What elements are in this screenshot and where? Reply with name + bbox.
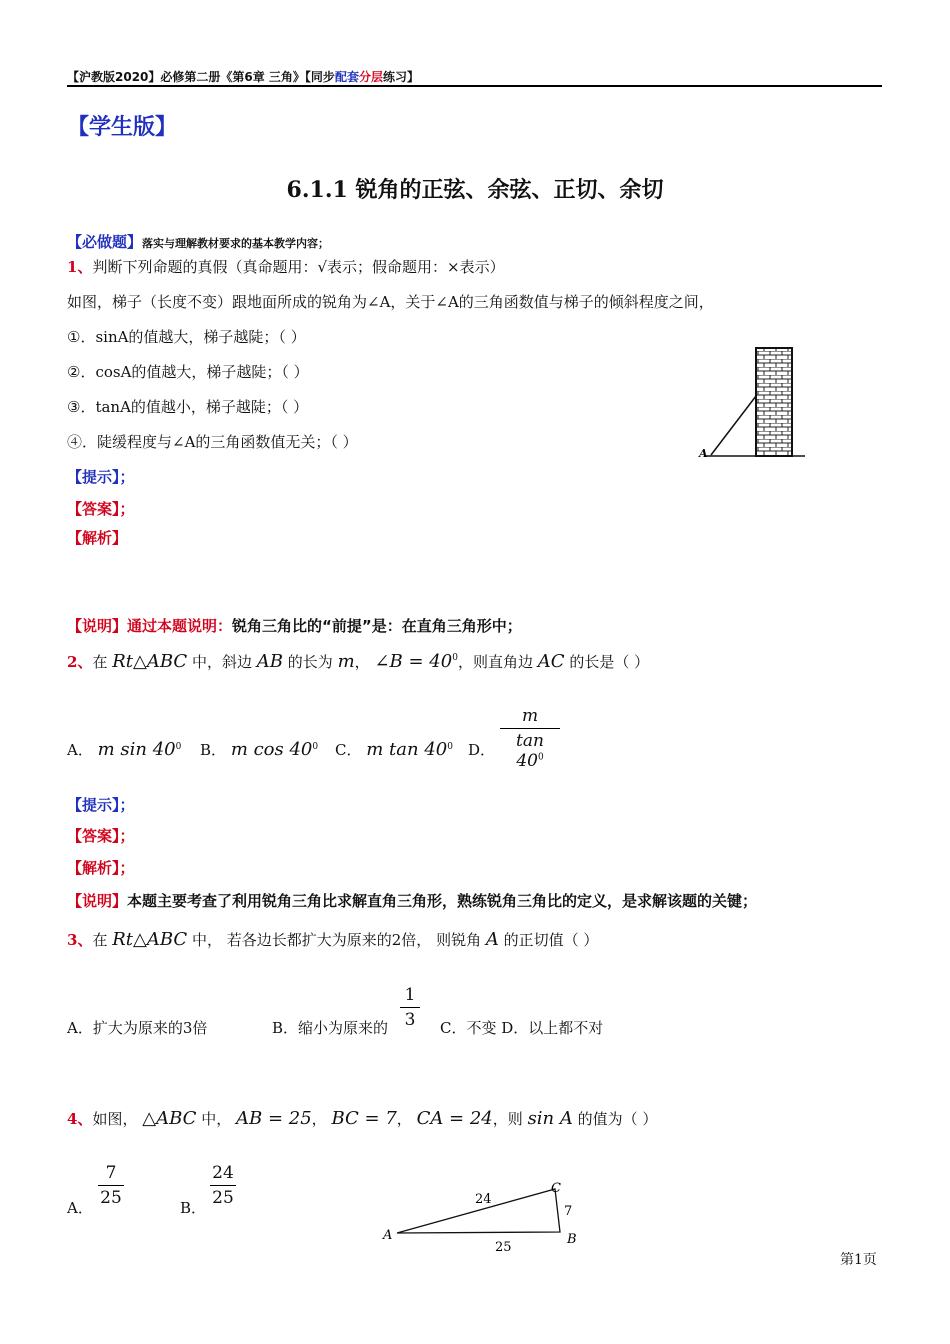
q2-text-1: 在	[92, 653, 108, 671]
q2-note-tag: 【说明】	[67, 892, 128, 910]
q1-stem-text: 判断下列命题的真假（真命题用：√表示；假命题用：×表示）	[92, 258, 505, 276]
side-ca-label: 24	[475, 1192, 492, 1207]
q2-text-4: ，则直角边	[457, 653, 533, 671]
angle-label-a: A	[699, 447, 708, 460]
q2-option-d-denominator	[500, 731, 560, 771]
q1-number: 1、	[67, 258, 93, 276]
q3-option-b: B．缩小为原来的	[272, 1019, 389, 1037]
q3-stem	[67, 929, 598, 950]
ladder-wall-figure	[695, 343, 810, 463]
q1-note-tag: 【说明】	[67, 617, 128, 635]
q4-ab: AB = 25	[236, 1108, 312, 1129]
q3-text-1: 在	[92, 931, 108, 949]
q2-option-b	[200, 739, 318, 760]
running-header	[67, 68, 419, 85]
q4-text-3: ，则	[492, 1110, 523, 1128]
q2-option-d-numerator: m	[521, 706, 539, 726]
q2-note	[67, 890, 757, 911]
fraction-bar	[210, 1185, 236, 1186]
q1-note-red: 通过本题说明：	[127, 617, 233, 635]
q2-hint: 【提示】；	[67, 796, 135, 814]
brick-wall	[756, 348, 792, 456]
q2-text-5: 的长是（ ）	[569, 653, 650, 671]
vertex-b-label: B	[567, 1232, 577, 1247]
q1-item-1: ①．sinA的值越大，梯子越陡；（ ）	[67, 328, 306, 346]
q2-answer: 【答案】；	[67, 827, 135, 845]
q4-a-denominator: 25	[100, 1188, 122, 1208]
q2-comma: ，	[354, 653, 370, 671]
q3-a: A	[485, 929, 499, 950]
q3-number: 3、	[67, 931, 93, 949]
vertex-a-label: A	[383, 1228, 393, 1243]
q2-triangle: Rt△ABC	[112, 651, 188, 672]
q4-number: 4、	[67, 1110, 93, 1128]
q3-fraction-numerator: 1	[404, 985, 416, 1005]
q1-stem	[67, 256, 505, 277]
header-text: 【沪教版2020】必修第二册《第6章 三角》【同步	[67, 70, 335, 84]
q2-note-text: 本题主要考查了利用锐角三角比求解直角三角形，熟练锐角三角比的定义，是求解该题的关键；	[127, 892, 758, 910]
q2-number: 2、	[67, 653, 93, 671]
q2-stem	[67, 651, 649, 672]
q2-ab: AB	[256, 651, 284, 672]
q2-option-c-expr: m tan 40	[366, 739, 448, 760]
q4-ca: CA = 24	[416, 1108, 493, 1129]
q1-item-4: ④．陡缓程度与∠A的三角函数值无关；（ ）	[67, 433, 358, 451]
page-title: 6.1.1 锐角的正弦、余弦、正切、余切	[286, 177, 664, 203]
q2-option-a	[67, 739, 181, 760]
side-bc-label: 7	[564, 1204, 573, 1219]
q2-option-b-label: B．	[200, 741, 227, 759]
q2-analysis: 【解析】；	[67, 859, 135, 877]
q4-sin-a: sin A	[527, 1108, 573, 1129]
page-number: 第1页	[840, 1252, 877, 1268]
q2-text-2: 中，斜边	[191, 653, 252, 671]
q4-stem	[67, 1108, 657, 1129]
q3-text-2: 中， 若各边长都扩大为原来的2倍， 则锐角	[191, 931, 482, 949]
q1-item-3: ③．tanA的值越小，梯子越陡；（ ）	[67, 398, 309, 416]
q2-angle-b-text: ∠B = 40	[374, 651, 453, 672]
q3-fraction-denominator: 3	[404, 1010, 416, 1030]
q2-option-d-sup: 0	[537, 752, 544, 763]
fraction-bar	[500, 728, 560, 729]
q1-note-text: 锐角三角比的“前提”是：在直角三角形中；	[232, 617, 522, 635]
fraction-bar	[400, 1007, 420, 1008]
q2-option-d-fraction	[500, 706, 560, 771]
q2-option-b-expr: m cos 40	[230, 739, 313, 760]
q2-option-a-label: A．	[67, 741, 93, 759]
must-do-tag: 【必做题】	[67, 233, 143, 251]
must-do-line	[67, 231, 329, 252]
header-highlight-blue: 配套	[334, 70, 359, 84]
q1-note	[67, 615, 522, 636]
q4-bc: BC = 7	[331, 1108, 397, 1129]
q2-option-c-sup: 0	[447, 742, 453, 752]
edition-label: 【学生版】	[67, 115, 178, 140]
q4-text-2: 中，	[201, 1110, 232, 1128]
q3-option-b-fraction	[400, 985, 420, 1030]
q2-option-a-sup: 0	[175, 742, 182, 752]
q1-answer: 【答案】；	[67, 500, 135, 518]
q2-angle-b	[374, 651, 457, 672]
q2-option-a-expr: m sin 40	[97, 739, 176, 760]
q4-option-a-label: A．	[67, 1199, 93, 1217]
q2-option-b-sup: 0	[312, 742, 319, 752]
q4-comma-2: ，	[396, 1110, 412, 1128]
q1-item-2: ②．cosA的值越大，梯子越陡；（ ）	[67, 363, 309, 381]
q2-ac: AC	[537, 651, 565, 672]
q4-text-1: 如图，	[92, 1110, 138, 1128]
fraction-bar	[98, 1185, 124, 1186]
q4-comma-1: ，	[311, 1110, 327, 1128]
q2-m: m	[337, 651, 355, 672]
q1-analysis: 【解析】	[67, 529, 128, 547]
header-highlight-red: 分层	[358, 70, 383, 84]
q3-option-cd: C．不变 D．以上都不对	[440, 1019, 604, 1037]
q4-option-a-fraction	[98, 1163, 124, 1208]
q4-option-b-label: B．	[180, 1199, 207, 1217]
q2-option-d-den-text: tan 40	[516, 731, 544, 771]
q4-triangle-figure	[375, 1175, 595, 1260]
must-do-desc: 落实与理解教材要求的基本教学内容；	[142, 237, 330, 250]
header-rule	[67, 85, 882, 87]
q3-triangle: Rt△ABC	[112, 929, 188, 950]
q3-option-a: A．扩大为原来的3倍	[67, 1019, 208, 1037]
q4-text-4: 的值为（ ）	[577, 1110, 658, 1128]
q3-text-3: 的正切值（ ）	[503, 931, 599, 949]
q4-a-numerator: 7	[105, 1163, 117, 1183]
vertex-c-label: C	[551, 1181, 561, 1196]
header-text-end: 练习】	[382, 70, 419, 84]
q2-angle-sup: 0	[452, 653, 458, 663]
q4-option-b-fraction	[210, 1163, 236, 1208]
q2-option-d-label: D．	[468, 741, 496, 759]
q2-text-3: 的长为	[287, 653, 333, 671]
q1-intro: 如图，梯子（长度不变）跟地面所成的锐角为∠A，关于∠A的三角函数值与梯子的倾斜程度之间，	[67, 293, 714, 311]
q2-option-c	[335, 739, 453, 760]
q1-hint: 【提示】；	[67, 468, 135, 486]
ladder-line	[711, 396, 756, 455]
q4-b-numerator: 24	[212, 1163, 234, 1183]
q2-option-c-label: C．	[335, 741, 362, 759]
q4-b-denominator: 25	[212, 1188, 234, 1208]
q4-triangle: △ABC	[142, 1108, 197, 1129]
side-ab-label: 25	[495, 1240, 512, 1255]
